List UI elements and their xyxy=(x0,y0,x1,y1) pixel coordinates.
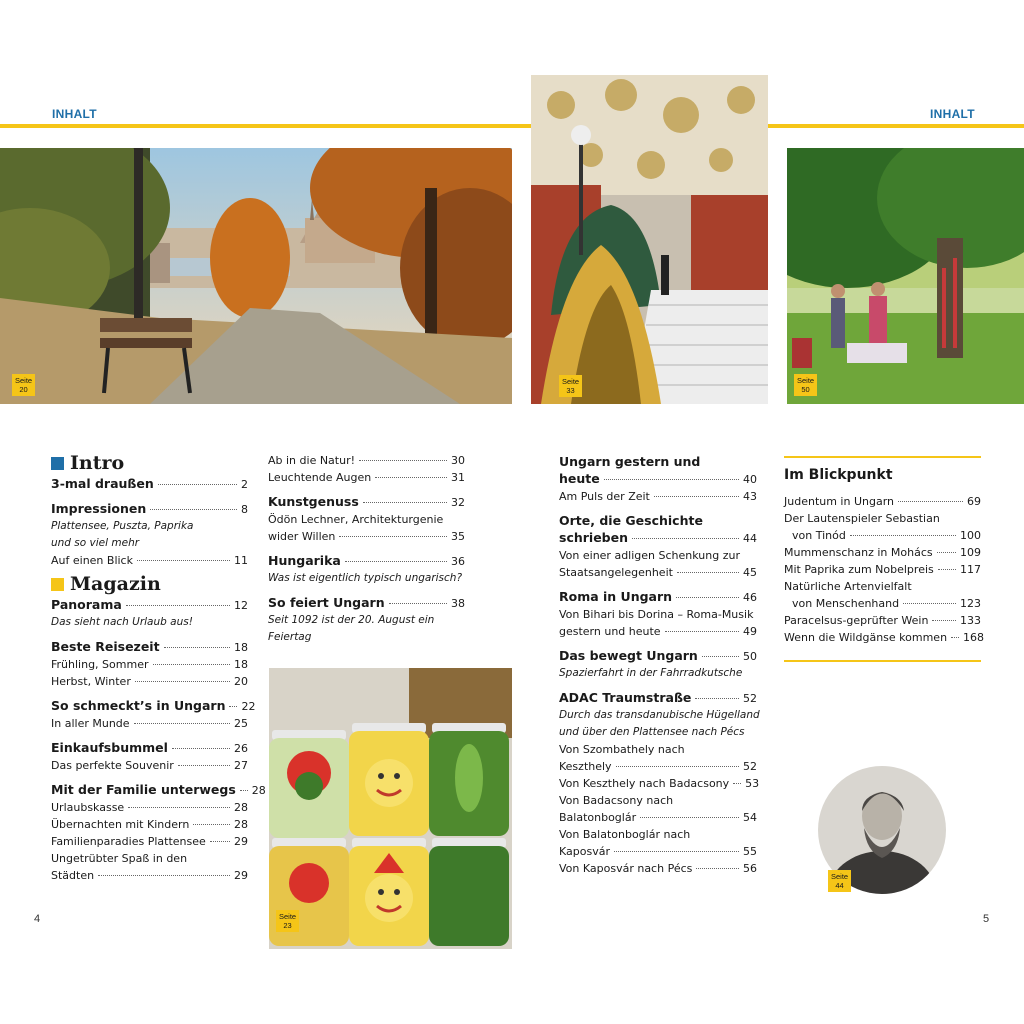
toc-entry[interactable]: Einkaufsbummel 26 xyxy=(51,740,248,755)
section-magazin: Magazin xyxy=(51,576,248,593)
toc-entry[interactable]: Roma in Ungarn 46 xyxy=(559,589,757,604)
header-label-left: INHALT xyxy=(52,107,97,121)
page-number-left: 4 xyxy=(34,913,41,925)
toc-entry[interactable]: Mit der Familie unterwegs 28 xyxy=(51,782,266,797)
toc-entry[interactable]: Am Puls der Zeit 43 xyxy=(559,490,757,503)
toc-subtitle: Seit 1092 ist der 20. August ein xyxy=(268,614,435,626)
toc-entry[interactable]: Staatsangelegenheit 45 xyxy=(559,566,757,579)
page-badge: Seite 33 xyxy=(559,375,582,397)
toc-entry[interactable]: ADAC Traumstraße 52 xyxy=(559,690,757,705)
toc-entry[interactable]: von Menschenhand 123 xyxy=(792,597,981,610)
toc-entry-line: Ungarn gestern und xyxy=(559,454,701,469)
photo-ornate-hall xyxy=(531,75,768,404)
toc-entry[interactable]: Leuchtende Augen 31 xyxy=(268,471,465,484)
photo-budapest-park xyxy=(0,148,512,404)
page-badge: Seite 23 xyxy=(276,910,299,932)
toc-subtitle: Das sieht nach Urlaub aus! xyxy=(51,616,193,628)
page-badge: Seite 50 xyxy=(794,374,817,396)
toc-entry[interactable]: Paracelsus-geprüfter Wein 133 xyxy=(784,614,981,627)
toc-entry[interactable]: So schmeckt’s in Ungarn 22 xyxy=(51,698,256,713)
section-intro: Intro xyxy=(51,455,248,472)
toc-entry[interactable]: Das bewegt Ungarn 50 xyxy=(559,648,757,663)
square-icon xyxy=(51,578,64,591)
toc-subtitle: Was ist eigentlich typisch ungarisch? xyxy=(268,572,463,584)
toc-entry-line: Von Balatonboglár nach xyxy=(559,828,691,841)
header-rule-left xyxy=(0,124,531,128)
toc-entry[interactable]: Ab in die Natur! 30 xyxy=(268,454,465,467)
toc-entry[interactable]: Frühling, Sommer 18 xyxy=(51,658,248,671)
toc-entry-line: Von Badacsony nach xyxy=(559,794,674,807)
toc-entry[interactable]: Auf einen Blick 11 xyxy=(51,554,248,567)
toc-entry[interactable]: schrieben 44 xyxy=(559,530,757,545)
page-badge: Seite 44 xyxy=(828,870,851,892)
toc-entry[interactable]: Von Kaposvár nach Pécs 56 xyxy=(559,862,757,875)
toc-entry[interactable]: In aller Munde 25 xyxy=(51,717,248,730)
toc-entry-line: Ödön Lechner, Architekturgenie xyxy=(268,513,444,526)
toc-entry[interactable]: Von Keszthely nach Badacsony 53 xyxy=(559,777,760,790)
toc-column-2 xyxy=(268,452,465,646)
photo-pickle-jars xyxy=(269,668,512,949)
toc-entry[interactable]: Wenn die Wildgänse kommen 168 xyxy=(784,631,985,644)
toc-entry-line: Von Bihari bis Dorina – Roma-Musik xyxy=(559,608,754,621)
toc-entry[interactable]: Beste Reisezeit 18 xyxy=(51,639,248,654)
box-rule-bottom xyxy=(784,660,981,662)
toc-entry[interactable]: Impressionen 8 xyxy=(51,501,248,516)
toc-entry[interactable]: Balatonboglár 54 xyxy=(559,811,757,824)
toc-entry-line: Der Lautenspieler Sebastian xyxy=(784,512,940,525)
toc-entry[interactable]: So feiert Ungarn 38 xyxy=(268,595,465,610)
toc-entry-line: Von einer adligen Schenkung zur xyxy=(559,549,740,562)
toc-column-1 xyxy=(51,452,266,884)
header-rule-right xyxy=(768,124,1024,128)
toc-entry[interactable]: Panorama 12 xyxy=(51,597,248,612)
toc-entry-line: Ungetrübter Spaß in den xyxy=(51,852,188,865)
toc-subtitle: Spazierfahrt in der Fahrradkutsche xyxy=(559,667,743,679)
toc-entry[interactable]: gestern und heute 49 xyxy=(559,625,757,638)
toc-entry-line: Von Szombathely nach xyxy=(559,743,685,756)
toc-subtitle: Plattensee, Puszta, Paprika xyxy=(51,520,194,532)
toc-entry[interactable]: Hungarika 36 xyxy=(268,553,465,568)
toc-entry[interactable]: Mit Paprika zum Nobelpreis 117 xyxy=(784,563,981,576)
toc-subtitle: Durch das transdanubische Hügelland xyxy=(559,709,760,721)
toc-column-3 xyxy=(559,453,760,877)
box-rule-top xyxy=(784,456,981,458)
photo-park-picnic xyxy=(787,148,1024,404)
toc-entry[interactable]: Übernachten mit Kindern 28 xyxy=(51,818,248,831)
toc-entry-line: Orte, die Geschichte xyxy=(559,513,703,528)
toc-entry[interactable]: Städten 29 xyxy=(51,869,248,882)
toc-subtitle: und so viel mehr xyxy=(51,537,140,549)
toc-subtitle: Feiertag xyxy=(268,631,312,643)
toc-entry[interactable]: heute 40 xyxy=(559,471,757,486)
toc-entry[interactable]: Familienparadies Plattensee 29 xyxy=(51,835,248,848)
toc-entry[interactable]: Keszthely 52 xyxy=(559,760,757,773)
page-number-right: 5 xyxy=(983,913,990,925)
toc-entry[interactable]: Kaposvár 55 xyxy=(559,845,757,858)
toc-subtitle: und über den Plattensee nach Pécs xyxy=(559,726,745,738)
toc-entry[interactable]: 3-mal draußen 2 xyxy=(51,476,248,491)
toc-entry[interactable]: Judentum in Ungarn 69 xyxy=(784,495,981,508)
toc-entry[interactable]: Herbst, Winter 20 xyxy=(51,675,248,688)
box-title: Im Blickpunkt xyxy=(784,467,893,483)
toc-entry[interactable]: Das perfekte Souvenir 27 xyxy=(51,759,248,772)
toc-column-4 xyxy=(784,467,985,646)
toc-entry[interactable]: Kunstgenuss 32 xyxy=(268,494,465,509)
toc-entry-line: Natürliche Artenvielfalt xyxy=(784,580,912,593)
square-icon xyxy=(51,457,64,470)
page-badge: Seite 20 xyxy=(12,374,35,396)
toc-entry[interactable]: Mummenschanz in Mohács 109 xyxy=(784,546,981,559)
toc-entry[interactable]: Urlaubskasse 28 xyxy=(51,801,248,814)
toc-entry[interactable]: wider Willen 35 xyxy=(268,530,465,543)
toc-entry[interactable]: von Tinód 100 xyxy=(792,529,981,542)
header-label-right: INHALT xyxy=(930,107,975,121)
